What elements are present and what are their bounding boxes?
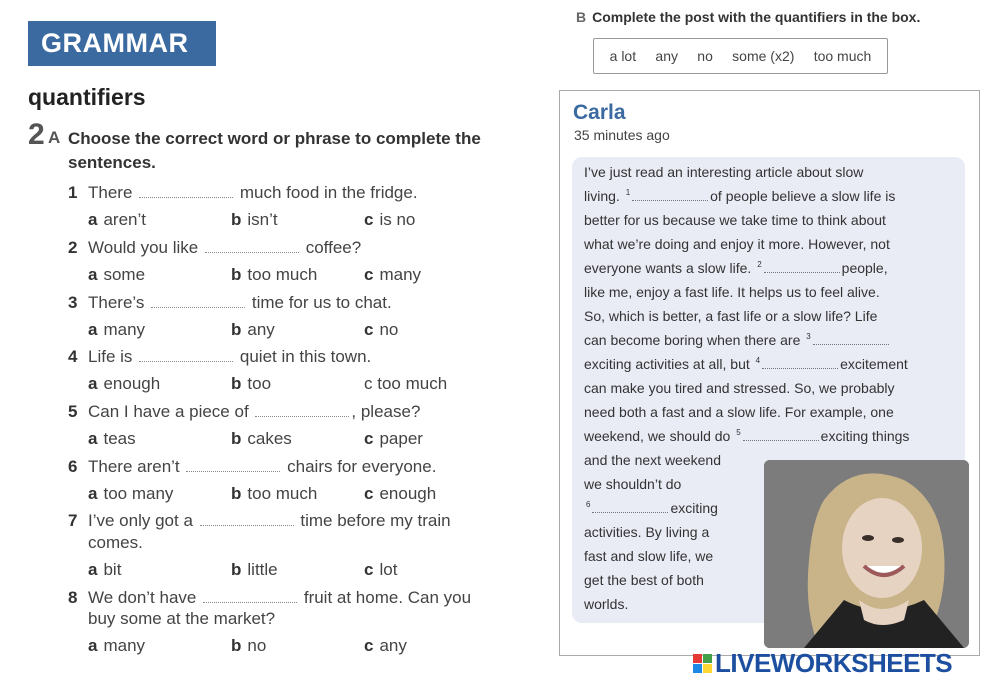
option-2b[interactable]: b too much (231, 265, 318, 284)
exercise-number: 2 (28, 118, 45, 151)
option-2c[interactable]: c many (364, 265, 422, 284)
word-box-item: too much (813, 48, 872, 64)
post-line: can become boring when there are $^3$ (584, 332, 891, 348)
section-title: quantifiers (28, 84, 146, 110)
post-line: get the best of both (584, 572, 704, 588)
option-5a[interactable]: a teas (88, 429, 136, 448)
question-4: 4 Life is quiet in this town. (68, 347, 372, 366)
post-line: So, which is better, a fast life or a slow life? Life (584, 308, 878, 324)
answer-blank-1[interactable] (139, 183, 233, 198)
blank-number: 6 (586, 500, 591, 510)
post-line: everyone wants a slow life. $^2$ people, (584, 260, 888, 276)
post-line: fast and slow life, we (584, 548, 714, 564)
option-4b[interactable]: b too (231, 374, 272, 393)
option-7a[interactable]: a bit (88, 560, 122, 579)
option-3b[interactable]: b any (231, 320, 275, 339)
post-answer-blank-5[interactable] (743, 430, 819, 441)
answer-blank-7[interactable] (200, 511, 294, 526)
post-line: need both a fast and a slow life. For example, one (584, 404, 894, 420)
post-author: Carla (573, 101, 626, 124)
post-line: like me, enjoy a fast life. It helps us to feel alive. (584, 284, 880, 300)
post-line: we shouldn’t do (584, 476, 682, 492)
answer-blank-5[interactable] (255, 402, 349, 417)
option-7c[interactable]: c lot (364, 560, 398, 579)
word-box-item: any (655, 48, 678, 64)
word-box (593, 38, 888, 74)
option-3c[interactable]: c no (364, 320, 399, 339)
option-3a[interactable]: a many (88, 320, 146, 339)
post-answer-blank-2[interactable] (764, 262, 840, 273)
question-7: 7 I’ve only got a time before my train (68, 511, 451, 530)
answer-blank-4[interactable] (139, 347, 233, 362)
option-1c[interactable]: c is no (364, 210, 416, 229)
option-8b[interactable]: b no (231, 636, 267, 655)
question-7-continued: comes. (88, 533, 143, 552)
post-line: activities. By living a (584, 524, 710, 540)
word-box-item: some (x2) (732, 48, 795, 64)
post-line: what we’re doing and enjoy it more. However, not (584, 236, 890, 252)
option-6c[interactable]: c enough (364, 484, 437, 503)
option-2a[interactable]: a some (88, 265, 146, 284)
question-2: 2 Would you like coffee? (68, 238, 362, 257)
grammar-badge: GRAMMAR (28, 21, 216, 66)
question-1: 1 There much food in the fridge. (68, 183, 418, 202)
post-line: $^6$ exciting (586, 500, 718, 516)
option-1b[interactable]: b isn’t (231, 210, 278, 229)
post-answer-blank-3[interactable] (813, 334, 889, 345)
option-7b[interactable]: b little (231, 560, 278, 579)
option-6b[interactable]: b too much (231, 484, 318, 503)
post-line: worlds. (584, 596, 629, 612)
question-3: 3 There’s time for us to chat. (68, 293, 392, 312)
answer-blank-2[interactable] (205, 238, 299, 253)
option-4a[interactable]: a enough (88, 374, 161, 393)
question-5: 5 Can I have a piece of , please? (68, 402, 421, 421)
post-answer-blank-4[interactable] (762, 358, 838, 369)
option-8c[interactable]: c any (364, 636, 407, 655)
post-line: living. $^1$ of people believe a slow life is (584, 188, 896, 204)
blank-number: 2 (757, 260, 762, 270)
post-answer-blank-1[interactable] (632, 190, 708, 201)
post-line: I’ve just read an interesting article about slow (584, 164, 864, 180)
option-5c[interactable]: c paper (364, 429, 423, 448)
option-5b[interactable]: b cakes (231, 429, 292, 448)
exercise-letter: A (48, 128, 61, 147)
post-line: exciting activities at all, but $^4$ excitement (584, 356, 908, 372)
post-time: 35 minutes ago (574, 127, 670, 143)
blank-number: 5 (736, 428, 741, 438)
question-8-continued: buy some at the market? (88, 609, 276, 628)
blank-number: 1 (625, 188, 631, 198)
option-1a[interactable]: a aren’t (88, 210, 146, 229)
exercise-instruction: Choose the correct word or phrase to complete the sentences. (68, 129, 481, 172)
profile-photo (764, 460, 969, 648)
option-8a[interactable]: a many (88, 636, 146, 655)
blank-number: 4 (755, 356, 761, 366)
blank-number: 3 (806, 332, 811, 342)
post-line: can make you tired and stressed. So, we probably (584, 380, 895, 396)
question-8: 8 We don’t have fruit at home. Can you (68, 588, 472, 607)
word-box-item: no (697, 48, 713, 64)
post-answer-blank-6[interactable] (592, 502, 668, 513)
option-6a[interactable]: a too many (88, 484, 174, 503)
question-6: 6 There aren’t chairs for everyone. (68, 457, 437, 476)
option-4c[interactable]: c too much (364, 374, 448, 393)
post-line: weekend, we should do $^5$ exciting things (584, 428, 910, 444)
answer-blank-3[interactable] (151, 293, 245, 308)
logo-icon (693, 654, 712, 673)
answer-blank-8[interactable] (203, 588, 297, 603)
answer-blank-6[interactable] (186, 457, 280, 472)
post-line: and the next weekend (584, 452, 721, 468)
liveworksheets-logo: LIVEWORKSHEETS (693, 648, 952, 679)
post-line: better for us because we take time to think about (584, 212, 886, 228)
part-b-instruction: B Complete the post with the quantifiers in the box. (576, 9, 921, 25)
word-box-item: a lot (609, 48, 637, 64)
